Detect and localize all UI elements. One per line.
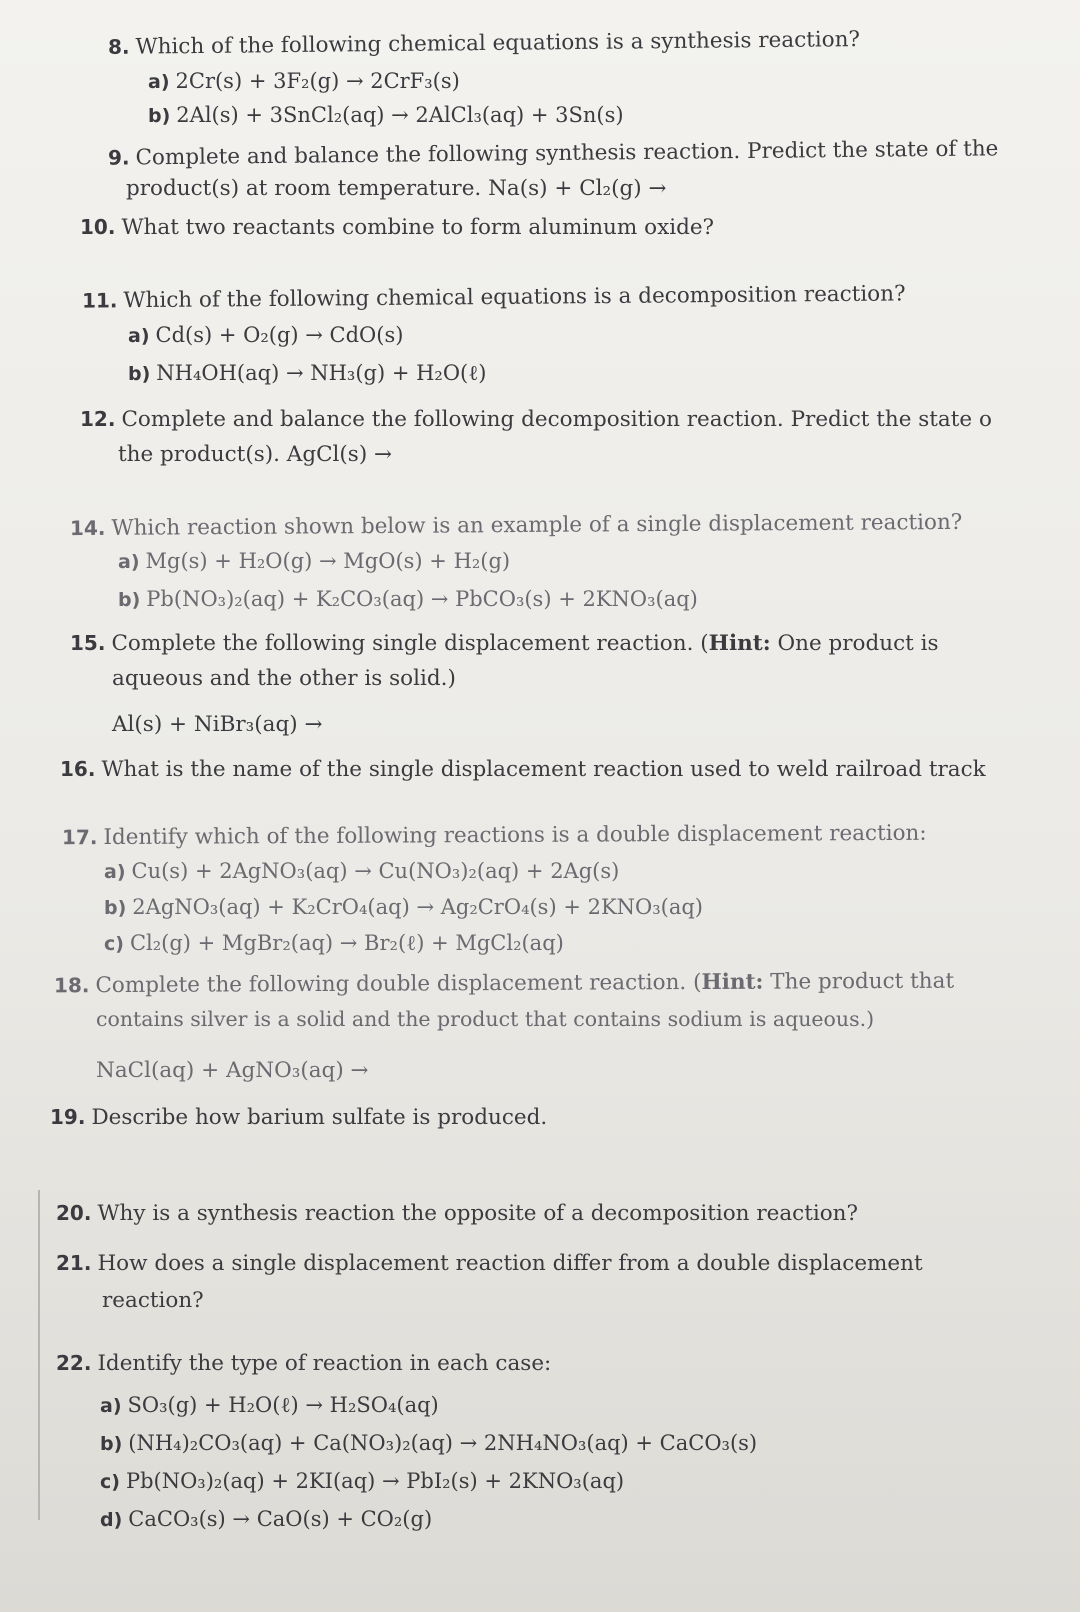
question-number: 20. xyxy=(56,1201,92,1225)
question-20 xyxy=(56,1196,858,1231)
question-16 xyxy=(60,752,986,787)
question-number: 15. xyxy=(70,631,106,655)
question-8 xyxy=(108,22,860,65)
question-8-option-b xyxy=(148,98,624,133)
question-number: 8. xyxy=(107,34,130,59)
question-17-option-c xyxy=(104,926,564,961)
question-text: Complete the following double displacement reaction. ( xyxy=(95,969,702,999)
question-14-option-b xyxy=(118,582,698,617)
option-letter: b) xyxy=(148,105,171,127)
question-text: Complete and balance the following synthesis reaction. Predict the state of the xyxy=(135,136,999,171)
question-18-continued: contains silver is a solid and the product that contains sodium is aqueous.) xyxy=(96,1007,875,1031)
option-equation: Pb(NO₃)₂(aq) + 2KI(aq) → PbI₂(s) + 2KNO₃(aq) xyxy=(125,1469,625,1493)
option-letter: d) xyxy=(100,1509,123,1531)
option-equation: 2AgNO₃(aq) + K₂CrO₄(aq) → Ag₂CrO₄(s) + 2KNO₃(aq) xyxy=(132,895,703,919)
question-12 xyxy=(80,402,992,437)
question-number: 16. xyxy=(60,757,96,781)
question-11-option-a xyxy=(128,318,403,353)
question-text-cont: One product is xyxy=(770,631,939,656)
option-letter: a) xyxy=(104,861,126,883)
question-text: Which of the following chemical equations is a decomposition reaction? xyxy=(123,281,906,314)
question-text: What is the name of the single displacement reaction used to weld railroad track xyxy=(101,757,986,782)
option-letter: b) xyxy=(128,363,151,385)
option-letter: a) xyxy=(118,551,140,573)
question-18-equation: NaCl(aq) + AgNO₃(aq) → xyxy=(96,1058,369,1083)
question-number: 12. xyxy=(80,407,116,431)
question-10 xyxy=(80,210,714,245)
question-number: 21. xyxy=(56,1251,92,1275)
option-equation: Cl₂(g) + MgBr₂(aq) → Br₂(ℓ) + MgCl₂(aq) xyxy=(129,931,564,955)
hint-label: Hint: xyxy=(701,969,764,995)
option-equation: 2Cr(s) + 3F₂(g) → 2CrF₃(s) xyxy=(175,69,460,93)
question-text: Why is a synthesis reaction the opposite of a decomposition reaction? xyxy=(97,1201,859,1226)
question-number: 19. xyxy=(50,1105,86,1129)
option-equation: (NH₄)₂CO₃(aq) + Ca(NO₃)₂(aq) → 2NH₄NO₃(aq) + CaCO₃(s) xyxy=(128,1431,758,1455)
question-9 xyxy=(108,131,999,175)
question-9-continued: product(s) at room temperature. Na(s) + Cl₂(g) → xyxy=(126,176,667,201)
hint-label: Hint: xyxy=(708,631,771,656)
question-text: Complete and balance the following decomposition reaction. Predict the state o xyxy=(121,407,992,432)
question-21-continued: reaction? xyxy=(102,1288,204,1313)
question-text: Complete the following single displacement reaction. ( xyxy=(111,631,709,656)
option-letter: a) xyxy=(128,325,150,347)
question-22-option-c xyxy=(100,1464,624,1499)
question-8-option-a xyxy=(148,64,460,99)
question-12-continued: the product(s). AgCl(s) → xyxy=(118,442,393,467)
question-number: 22. xyxy=(56,1351,92,1375)
question-text: Which reaction shown below is an example of a single displacement reaction? xyxy=(111,509,963,541)
question-number: 10. xyxy=(80,215,116,239)
option-equation: Pb(NO₃)₂(aq) + K₂CO₃(aq) → PbCO₃(s) + 2KNO₃(aq) xyxy=(146,587,698,611)
question-text: What two reactants combine to form aluminum oxide? xyxy=(121,215,715,240)
question-22-option-b xyxy=(100,1426,757,1461)
question-text: How does a single displacement reaction differ from a double displacement xyxy=(97,1251,923,1276)
option-equation: Cd(s) + O₂(g) → CdO(s) xyxy=(155,323,404,347)
option-equation: SO₃(g) + H₂O(ℓ) → H₂SO₄(aq) xyxy=(127,1393,439,1417)
question-number: 11. xyxy=(81,288,118,313)
option-letter: b) xyxy=(100,1433,123,1455)
option-equation: CaCO₃(s) → CaO(s) + CO₂(g) xyxy=(128,1507,433,1531)
question-15-continued: aqueous and the other is solid.) xyxy=(112,666,456,691)
question-number: 14. xyxy=(69,515,106,541)
option-letter: b) xyxy=(118,589,141,611)
question-text: Which of the following chemical equations is a synthesis reaction? xyxy=(135,27,861,60)
option-letter: c) xyxy=(104,933,124,955)
question-15-equation: Al(s) + NiBr₃(aq) → xyxy=(112,712,323,737)
question-number: 18. xyxy=(53,973,90,998)
question-text: Identify the type of reaction in each case: xyxy=(97,1351,552,1376)
question-11-option-b xyxy=(128,356,487,391)
question-19 xyxy=(50,1100,547,1135)
margin-rule xyxy=(38,1190,40,1520)
question-11 xyxy=(82,276,906,318)
question-14 xyxy=(70,505,963,546)
question-number: 9. xyxy=(107,145,130,170)
option-letter: a) xyxy=(100,1395,122,1417)
question-22 xyxy=(56,1346,551,1381)
option-equation: Cu(s) + 2AgNO₃(aq) → Cu(NO₃)₂(aq) + 2Ag(s) xyxy=(131,859,620,883)
question-22-option-a xyxy=(100,1388,439,1423)
question-14-option-a xyxy=(118,544,510,579)
option-letter: c) xyxy=(100,1471,120,1493)
question-17-option-b xyxy=(104,890,703,925)
question-number: 17. xyxy=(61,825,98,850)
question-17 xyxy=(62,816,927,856)
question-22-option-d xyxy=(100,1502,432,1537)
question-17-option-a xyxy=(104,854,619,889)
option-letter: a) xyxy=(148,71,170,93)
question-text-cont: The product that xyxy=(763,968,955,995)
question-18 xyxy=(54,964,954,1004)
option-equation: Mg(s) + H₂O(g) → MgO(s) + H₂(g) xyxy=(145,549,511,573)
question-21 xyxy=(56,1246,923,1281)
option-letter: b) xyxy=(104,897,127,919)
option-equation: 2Al(s) + 3SnCl₂(aq) → 2AlCl₃(aq) + 3Sn(s) xyxy=(176,103,624,127)
question-15 xyxy=(70,626,939,661)
question-text: Identify which of the following reactions is a double displacement reaction: xyxy=(103,820,927,851)
option-equation: NH₄OH(aq) → NH₃(g) + H₂O(ℓ) xyxy=(156,361,487,385)
question-text: Describe how barium sulfate is produced. xyxy=(91,1105,548,1130)
